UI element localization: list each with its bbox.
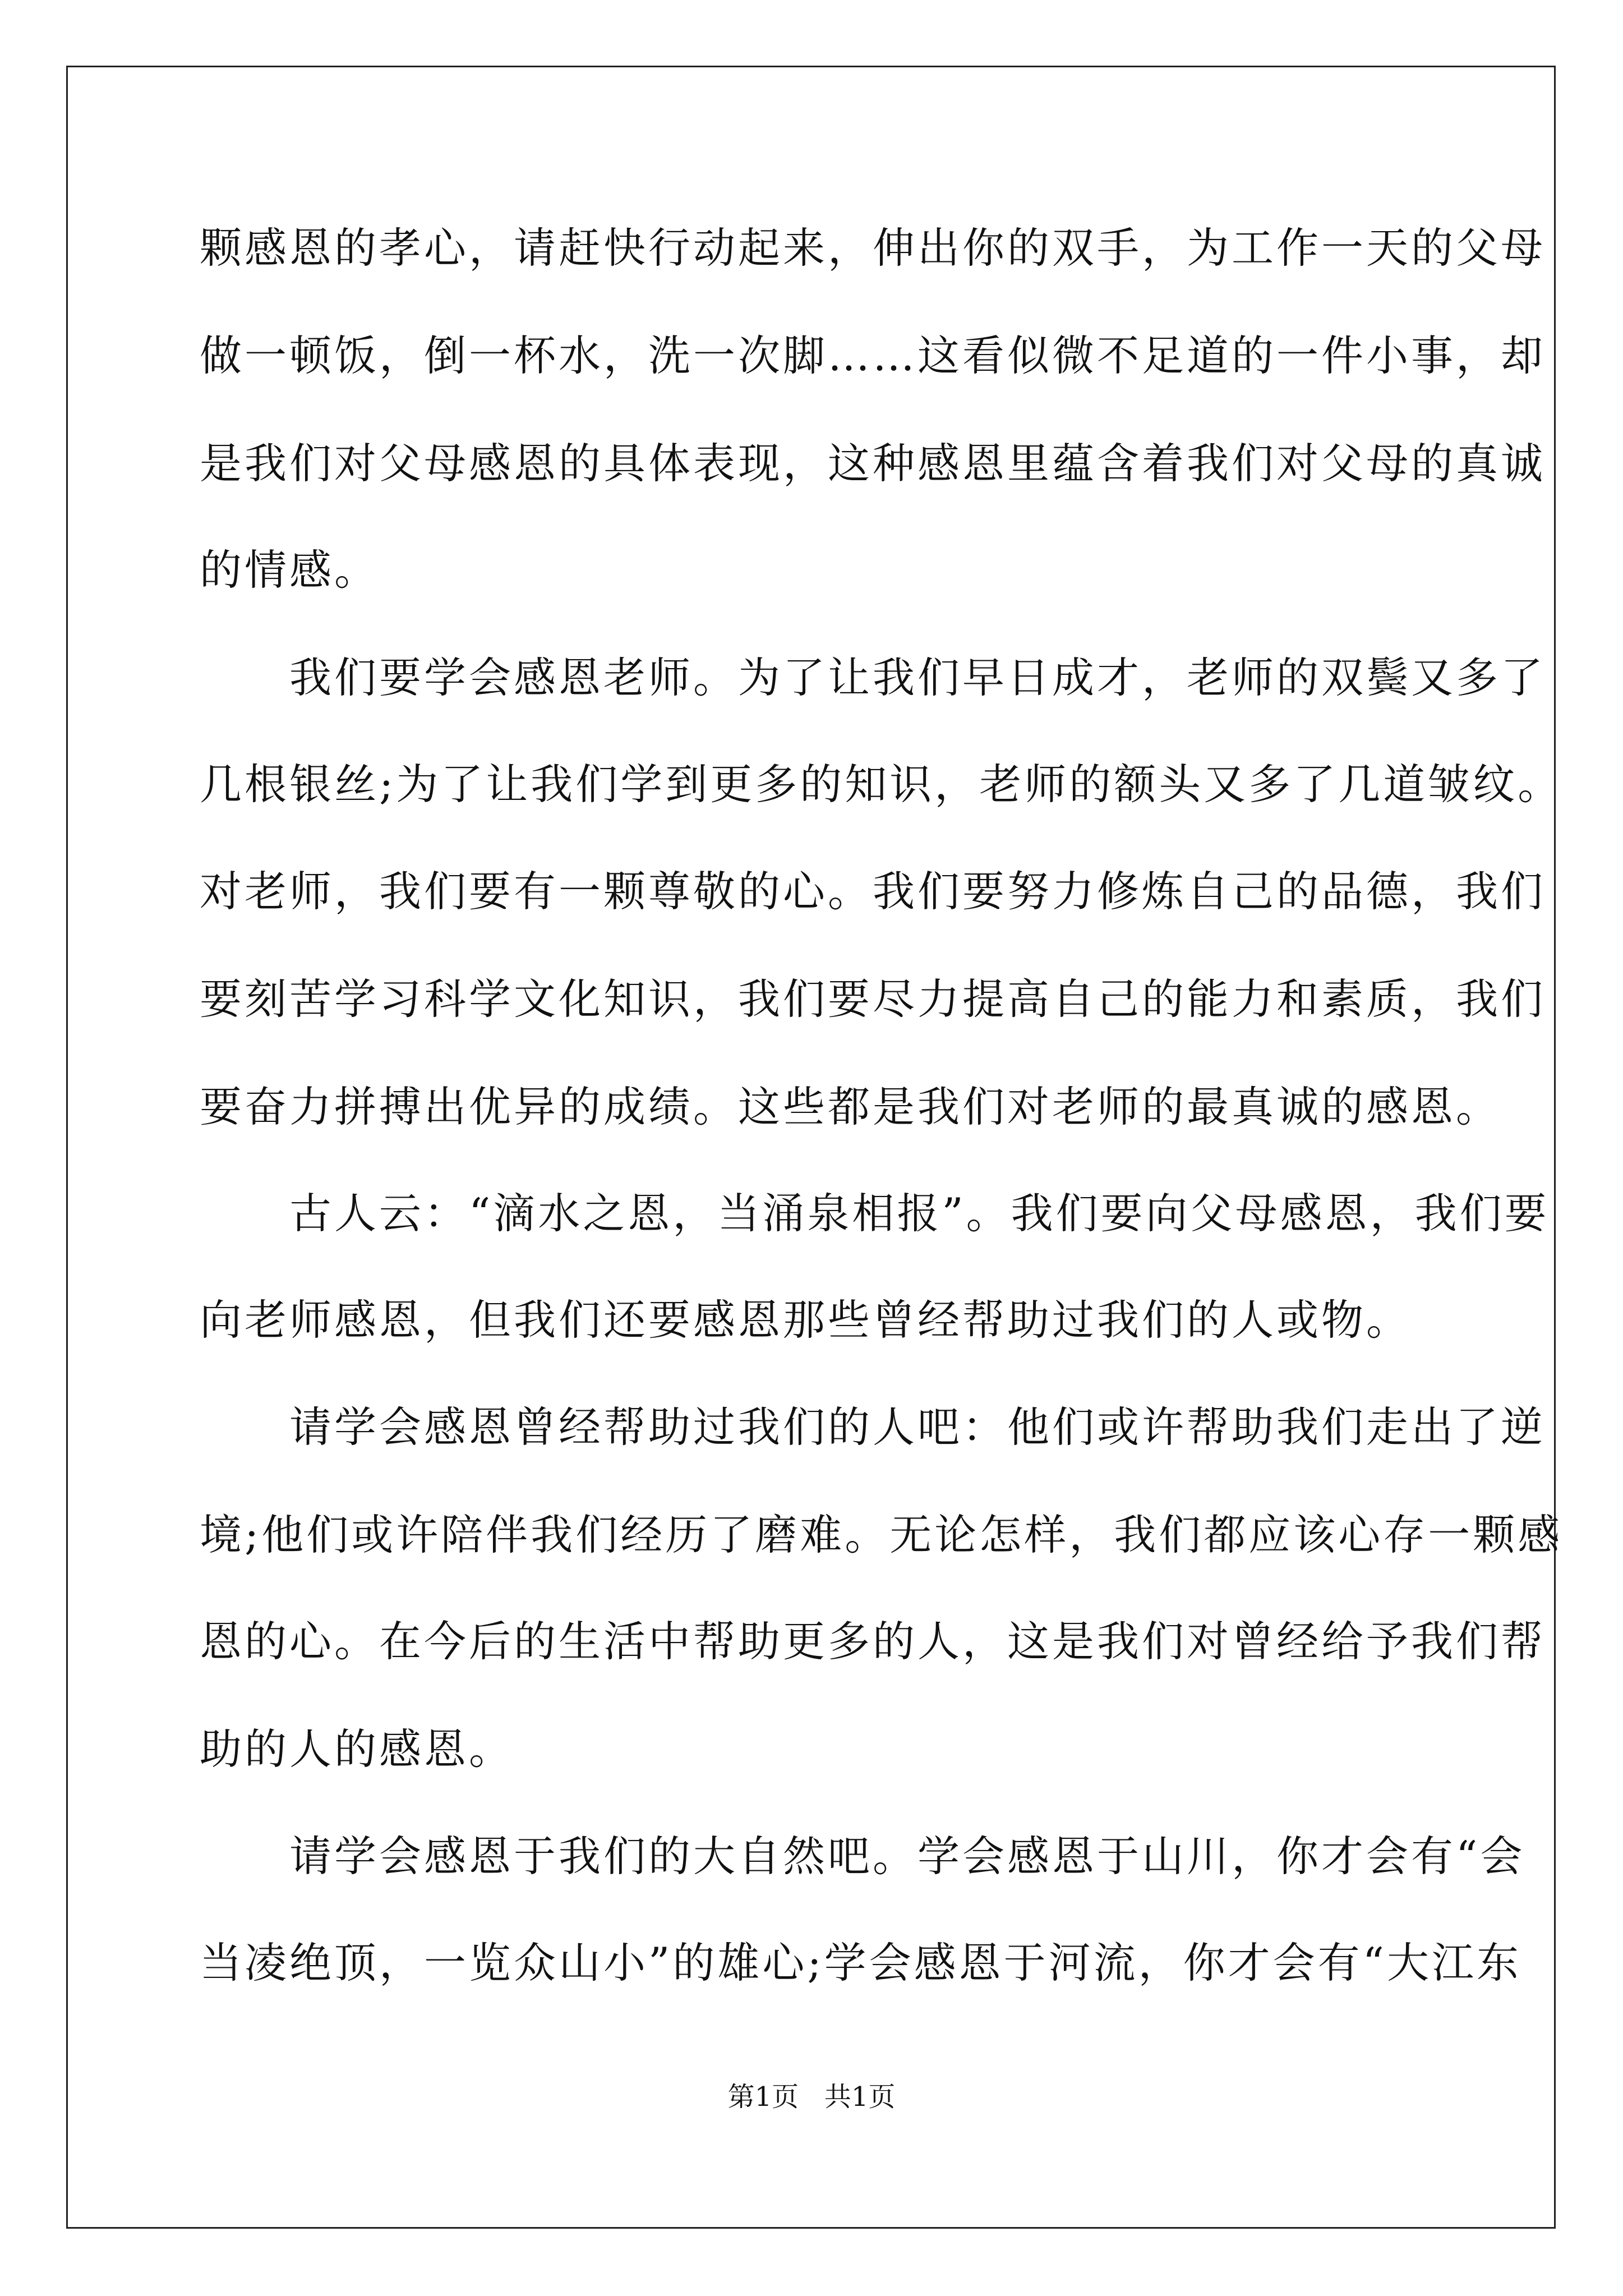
- text-line: 请学会感恩于我们的大自然吧。学会感恩于山川，你才会有“会: [200, 1832, 1525, 1881]
- text-line: 是我们对父母感恩的具体表现，这种感恩里蕴含着我们对父母的真诚: [200, 439, 1546, 488]
- text-line: 颗感恩的孝心，请赶快行动起来，伸出你的双手，为工作一天的父母: [200, 223, 1546, 273]
- text-line: 对老师，我们要有一颗尊敬的心。我们要努力修炼自己的品德，我们: [200, 867, 1546, 916]
- text-line: 要刻苦学习科学文化知识，我们要尽力提高自己的能力和素质，我们: [200, 974, 1546, 1024]
- text-line: 要奋力拼搏出优异的成绩。这些都是我们对老师的最真诚的感恩。: [200, 1082, 1501, 1131]
- text-line: 境;他们或许陪伴我们经历了磨难。无论怎样，我们都应该心存一颗感: [200, 1510, 1563, 1559]
- text-line: 我们要学会感恩老师。为了让我们早日成才，老师的双鬓又多了: [200, 653, 1546, 702]
- page-footer: 第1页 共1页: [727, 2081, 896, 2113]
- text-line: 古人云：“滴水之恩，当涌泉相报”。我们要向父母感恩，我们要: [200, 1189, 1550, 1238]
- text-line: 的情感。: [200, 545, 380, 595]
- text-line: 向老师感恩，但我们还要感恩那些曾经帮助过我们的人或物。: [200, 1295, 1412, 1345]
- text-line: 做一顿饭，倒一杯水，洗一次脚……这看似微不足道的一件小事，却: [200, 331, 1546, 380]
- text-line: 当凌绝顶，一览众山小”的雄心;学会感恩于河流，你才会有“大江东: [200, 1938, 1521, 1987]
- page-border: [66, 66, 1563, 2229]
- text-line: 助的人的感恩。: [200, 1724, 514, 1774]
- text-line: 请学会感恩曾经帮助过我们的人吧：他们或许帮助我们走出了逆: [200, 1402, 1546, 1452]
- text-line: 几根银丝;为了让我们学到更多的知识，老师的额头又多了几道皱纹。: [200, 760, 1563, 809]
- text-line: 恩的心。在今后的生活中帮助更多的人，这是我们对曾经给予我们帮: [200, 1617, 1546, 1666]
